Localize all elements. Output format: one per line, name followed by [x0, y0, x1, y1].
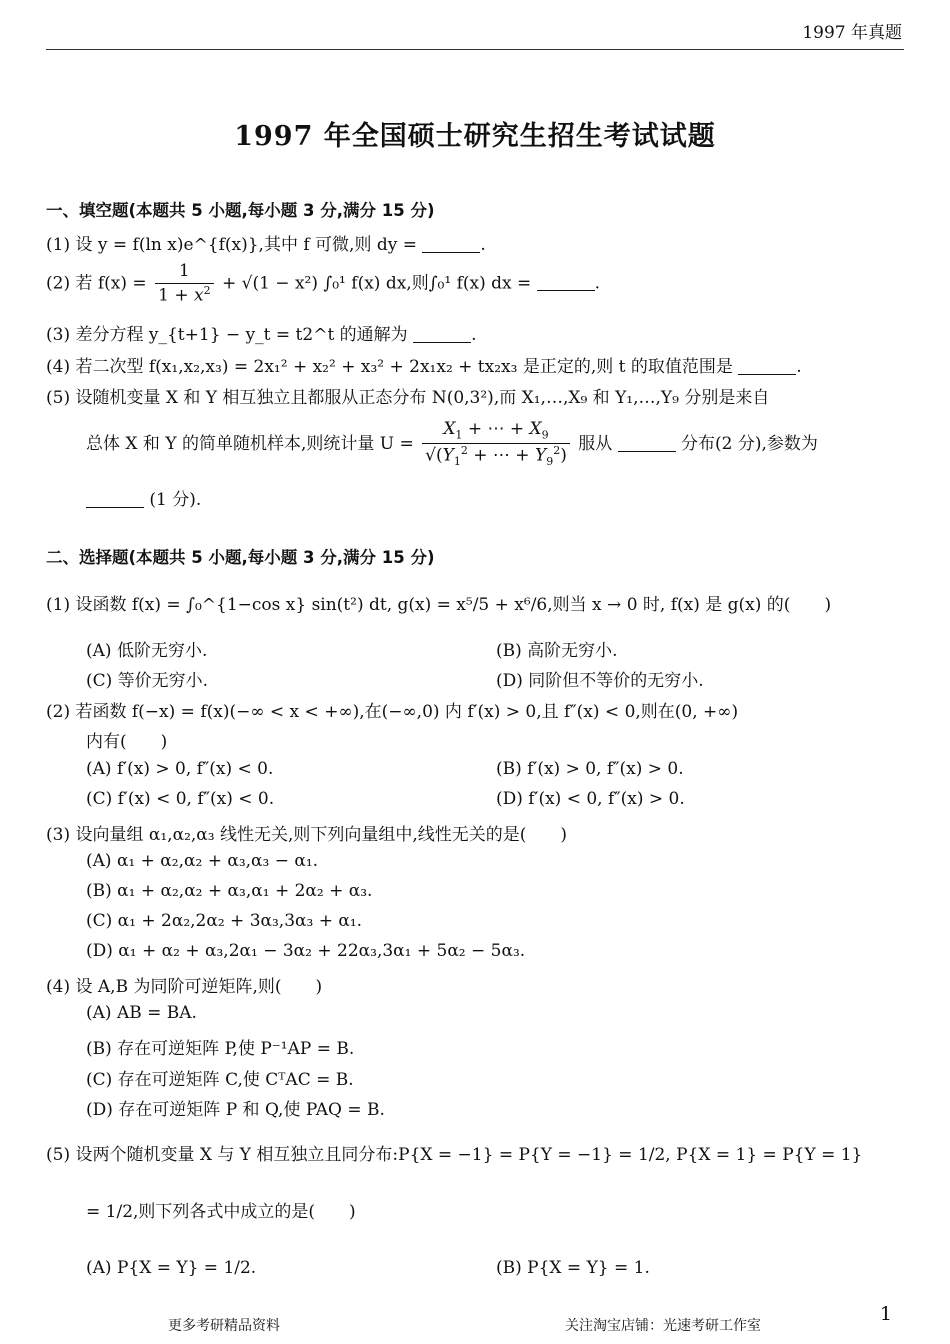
s1-q5-text-e: (1 分). [149, 490, 202, 510]
s1-q3-text: (3) 差分方程 y_{t+1} − y_t = t2^t 的通解为 [46, 325, 408, 345]
s2-q4-option-c: (C) 存在可逆矩阵 C,使 CᵀAC = B. [86, 1070, 354, 1090]
s1-q4: (4) 若二次型 f(x₁,x₂,x₃) = 2x₁² + x₂² + x₃² + 2x₁x₂ + tx₂x₃ 是正定的,则 t 的取值范围是 . [46, 357, 802, 377]
s2-q1: (1) 设函数 f(x) = ∫₀^{1−cos x} sin(t²) dt, g(x) = x⁵/5 + x⁶/6,则当 x → 0 时, f(x) 是 g(x) 的( ) [46, 595, 832, 615]
answer-blank [618, 434, 676, 452]
s2-q2-cont: 内有( ) [86, 732, 168, 752]
s2-q3-option-b: (B) α₁ + α₂,α₂ + α₃,α₁ + 2α₂ + α₃. [86, 881, 373, 901]
answer-blank [738, 357, 796, 375]
s2-q4-option-b: (B) 存在可逆矩阵 P,使 P⁻¹AP = B. [86, 1039, 355, 1059]
s2-q3: (3) 设向量组 α₁,α₂,α₃ 线性无关,则下列向量组中,线性无关的是( ) [46, 825, 568, 845]
s1-q4-text: (4) 若二次型 f(x₁,x₂,x₃) = 2x₁² + x₂² + x₃² + 2x₁x₂ + tx₂x₃ 是正定的,则 t 的取值范围是 [46, 357, 733, 377]
answer-blank [86, 490, 144, 508]
s2-q4: (4) 设 A,B 为同阶可逆矩阵,则( ) [46, 977, 323, 997]
s2-q1-option-c: (C) 等价无穷小. [86, 671, 209, 691]
header-rule [46, 49, 904, 50]
s1-q2: (2) 若 f(x) = $\frac{1}{1 + x^2}$ + √(1 − x²) ∫₀¹ f(x) dx,则∫₀¹ f(x) dx = . [46, 261, 601, 306]
s2-q4-option-d: (D) 存在可逆矩阵 P 和 Q,使 PAQ = B. [86, 1100, 385, 1120]
s1-q5-line1: (5) 设随机变量 X 和 Y 相互独立且都服从正态分布 N(0,3²),而 X₁,…,X₉ 和 Y₁,…,Y₉ 分别是来自 [46, 388, 770, 408]
s2-q2-option-b: (B) f′(x) > 0, f″(x) > 0. [496, 759, 684, 779]
page-number: 1 [879, 1303, 892, 1325]
section1-heading: 一、填空题(本题共 5 小题,每小题 3 分,满分 15 分) [46, 201, 435, 220]
s2-q1-option-a: (A) 低阶无穷小. [86, 641, 208, 661]
s2-q3-option-c: (C) α₁ + 2α₂,2α₂ + 3α₃,3α₃ + α₁. [86, 911, 363, 931]
s2-q4-option-a: (A) AB = BA. [86, 1003, 197, 1023]
s2-q5-cont: = 1/2,则下列各式中成立的是( ) [86, 1202, 356, 1222]
s1-q1-text: (1) 设 y = f(ln x)e^{f(x)},其中 f 可微,则 dy = [46, 235, 418, 255]
s1-q2-text-b: + √(1 − x²) ∫₀¹ f(x) dx,则∫₀¹ f(x) dx = [221, 273, 532, 294]
s1-q5-text-d: 分布(2 分),参数为 [681, 433, 818, 454]
s1-q3: (3) 差分方程 y_{t+1} − y_t = t2^t 的通解为 . [46, 325, 477, 345]
s2-q1-option-b: (B) 高阶无穷小. [496, 641, 618, 661]
answer-blank [537, 273, 595, 291]
s1-q1: (1) 设 y = f(ln x)e^{f(x)},其中 f 可微,则 dy = . [46, 235, 486, 255]
s2-q1-option-d: (D) 同阶但不等价的无穷小. [496, 671, 704, 691]
statistic-fraction: $\frac{X_1 + \cdots + X_9}{√(Y_1^2 + \cdots + Y_9^2)}$ [422, 420, 570, 469]
s1-q5-text-b: 总体 X 和 Y 的简单随机样本,则统计量 U = [86, 433, 414, 454]
s1-q5-line2 [86, 420, 818, 469]
s2-q3-option-a: (A) α₁ + α₂,α₂ + α₃,α₃ − α₁. [86, 851, 319, 871]
page-title: 1997 年全国硕士研究生招生考试试题 [234, 121, 716, 152]
s2-q3-option-d: (D) α₁ + α₂ + α₃,2α₁ − 3α₂ + 22α₃,3α₁ + 5α₂ − 5α₃. [86, 941, 526, 961]
s2-q2-option-d: (D) f′(x) < 0, f″(x) > 0. [496, 789, 685, 809]
s2-q5-option-a: (A) P{X = Y} = 1/2. [86, 1258, 257, 1278]
s1-q2-text-a: (2) 若 f(x) = [46, 273, 147, 294]
s1-q5-text-c: 服从 [578, 433, 613, 454]
footer-right: 关注淘宝店铺：光速考研工作室 [565, 1318, 761, 1334]
s1-q5-line3 [86, 485, 201, 510]
s2-q5-option-b: (B) P{X = Y} = 1. [496, 1258, 650, 1278]
s2-q5: (5) 设两个随机变量 X 与 Y 相互独立且同分布:P{X = −1} = P{Y = −1} = 1/2, P{X = 1} = P{Y = 1} [46, 1145, 863, 1165]
s2-q2-option-a: (A) f′(x) > 0, f″(x) < 0. [86, 759, 274, 779]
answer-blank [422, 235, 480, 253]
s2-q2-option-c: (C) f′(x) < 0, f″(x) < 0. [86, 789, 275, 809]
section2-heading: 二、选择题(本题共 5 小题,每小题 3 分,满分 15 分) [46, 548, 435, 567]
answer-blank [413, 325, 471, 343]
footer-left: 更多考研精品资料 [168, 1318, 280, 1334]
running-head: 1997 年真题 [802, 23, 902, 43]
fraction: $\frac{1}{1 + x^2}$ [155, 262, 213, 306]
s2-q2: (2) 若函数 f(−x) = f(x)(−∞ < x < +∞),在(−∞,0) 内 f′(x) > 0,且 f″(x) < 0,则在(0, +∞) [46, 702, 739, 722]
